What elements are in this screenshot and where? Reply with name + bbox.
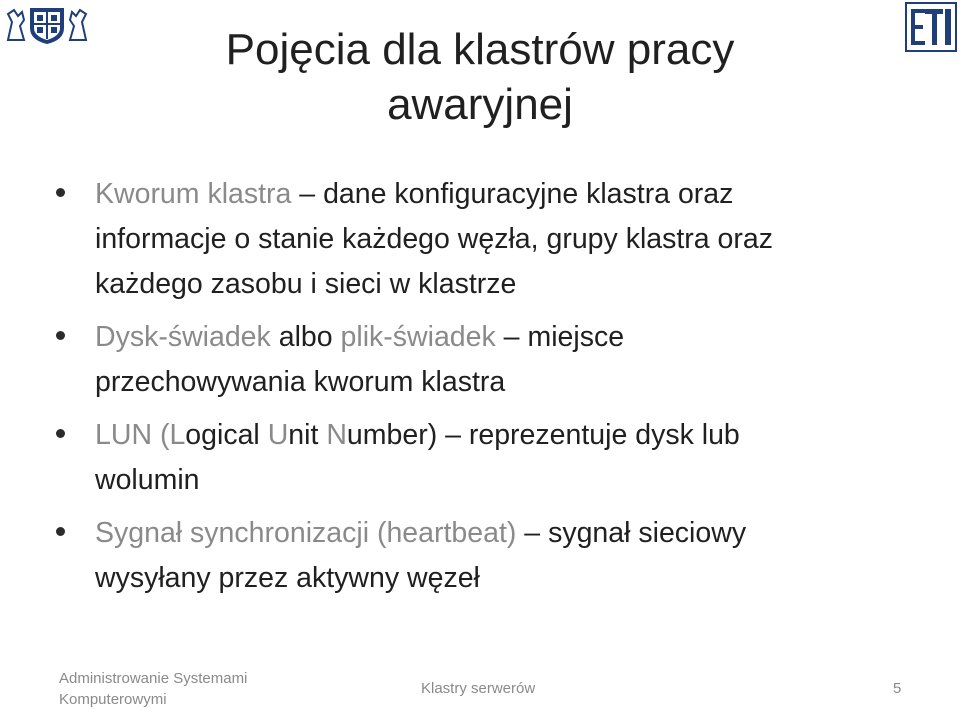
bullet-dysk-swiadek — [56, 315, 916, 405]
term-dysk-swiadek: Dysk-świadek — [95, 321, 271, 353]
bullet-dysk-line2: przechowywania kworum klastra — [95, 366, 506, 398]
bullet-lun-line2: wolumin — [95, 464, 200, 496]
bullet-list — [56, 172, 916, 609]
logical-rest: ogical — [185, 419, 268, 451]
bullet-heartbeat-text: – sygnał sieciowy — [516, 517, 747, 549]
lun-letter-l: L — [95, 419, 111, 451]
bullet-dysk-line1 — [95, 315, 916, 360]
page-number: 5 — [893, 680, 902, 697]
footer-course-line2: Komputerowymi — [59, 691, 167, 708]
footer-topic: Klastry serwerów — [421, 680, 536, 697]
unit-letter-u: U — [267, 419, 289, 451]
footer-course-name — [59, 668, 247, 710]
slide-title-line2: awaryjnej — [387, 80, 573, 129]
footer-course-line1: Administrowanie Systemami — [59, 670, 248, 687]
bullet-kworum-text: dane konfiguracyjne klastra oraz — [323, 178, 734, 210]
eti-logo-icon — [905, 2, 957, 52]
lun-rest: UN ( — [110, 419, 170, 451]
term-kworum: Kworum klastra — [95, 178, 292, 210]
bullet-kworum — [56, 172, 916, 307]
term-heartbeat: Sygnał synchronizacji (heartbeat) — [95, 517, 517, 549]
bullet-dot-icon — [56, 527, 65, 536]
bullet-kworum-line1 — [95, 172, 916, 217]
unit-rest: nit — [288, 419, 327, 451]
number-rest: umber) – reprezentuje dysk lub — [346, 419, 740, 451]
bullet-dot-icon — [56, 429, 65, 438]
term-plik-swiadek: plik-świadek — [340, 321, 496, 353]
bullet-lun-line1 — [95, 413, 916, 458]
bullet-kworum-line2: informacje o stanie każdego węzła, grupy klastra oraz — [95, 223, 774, 255]
bullet-dot-icon — [56, 188, 65, 197]
university-crest-icon — [4, 2, 90, 46]
bullet-dysk-text: – miejsce — [495, 321, 625, 353]
bullet-heartbeat-line1 — [95, 511, 916, 556]
bullet-heartbeat-line2: wysyłany przez aktywny węzeł — [95, 562, 480, 594]
slide-title — [120, 22, 840, 132]
number-letter-n: N — [326, 419, 347, 451]
bullet-dot-icon — [56, 331, 65, 340]
dash: – — [291, 178, 324, 210]
logical-letter-l: L — [169, 419, 186, 451]
bullet-lun — [56, 413, 916, 503]
bullet-heartbeat — [56, 511, 916, 601]
bullet-kworum-line3: każdego zasobu i sieci w klastrze — [95, 268, 517, 300]
connector-albo: albo — [270, 321, 341, 353]
slide-title-line1: Pojęcia dla klastrów pracy — [225, 25, 735, 74]
